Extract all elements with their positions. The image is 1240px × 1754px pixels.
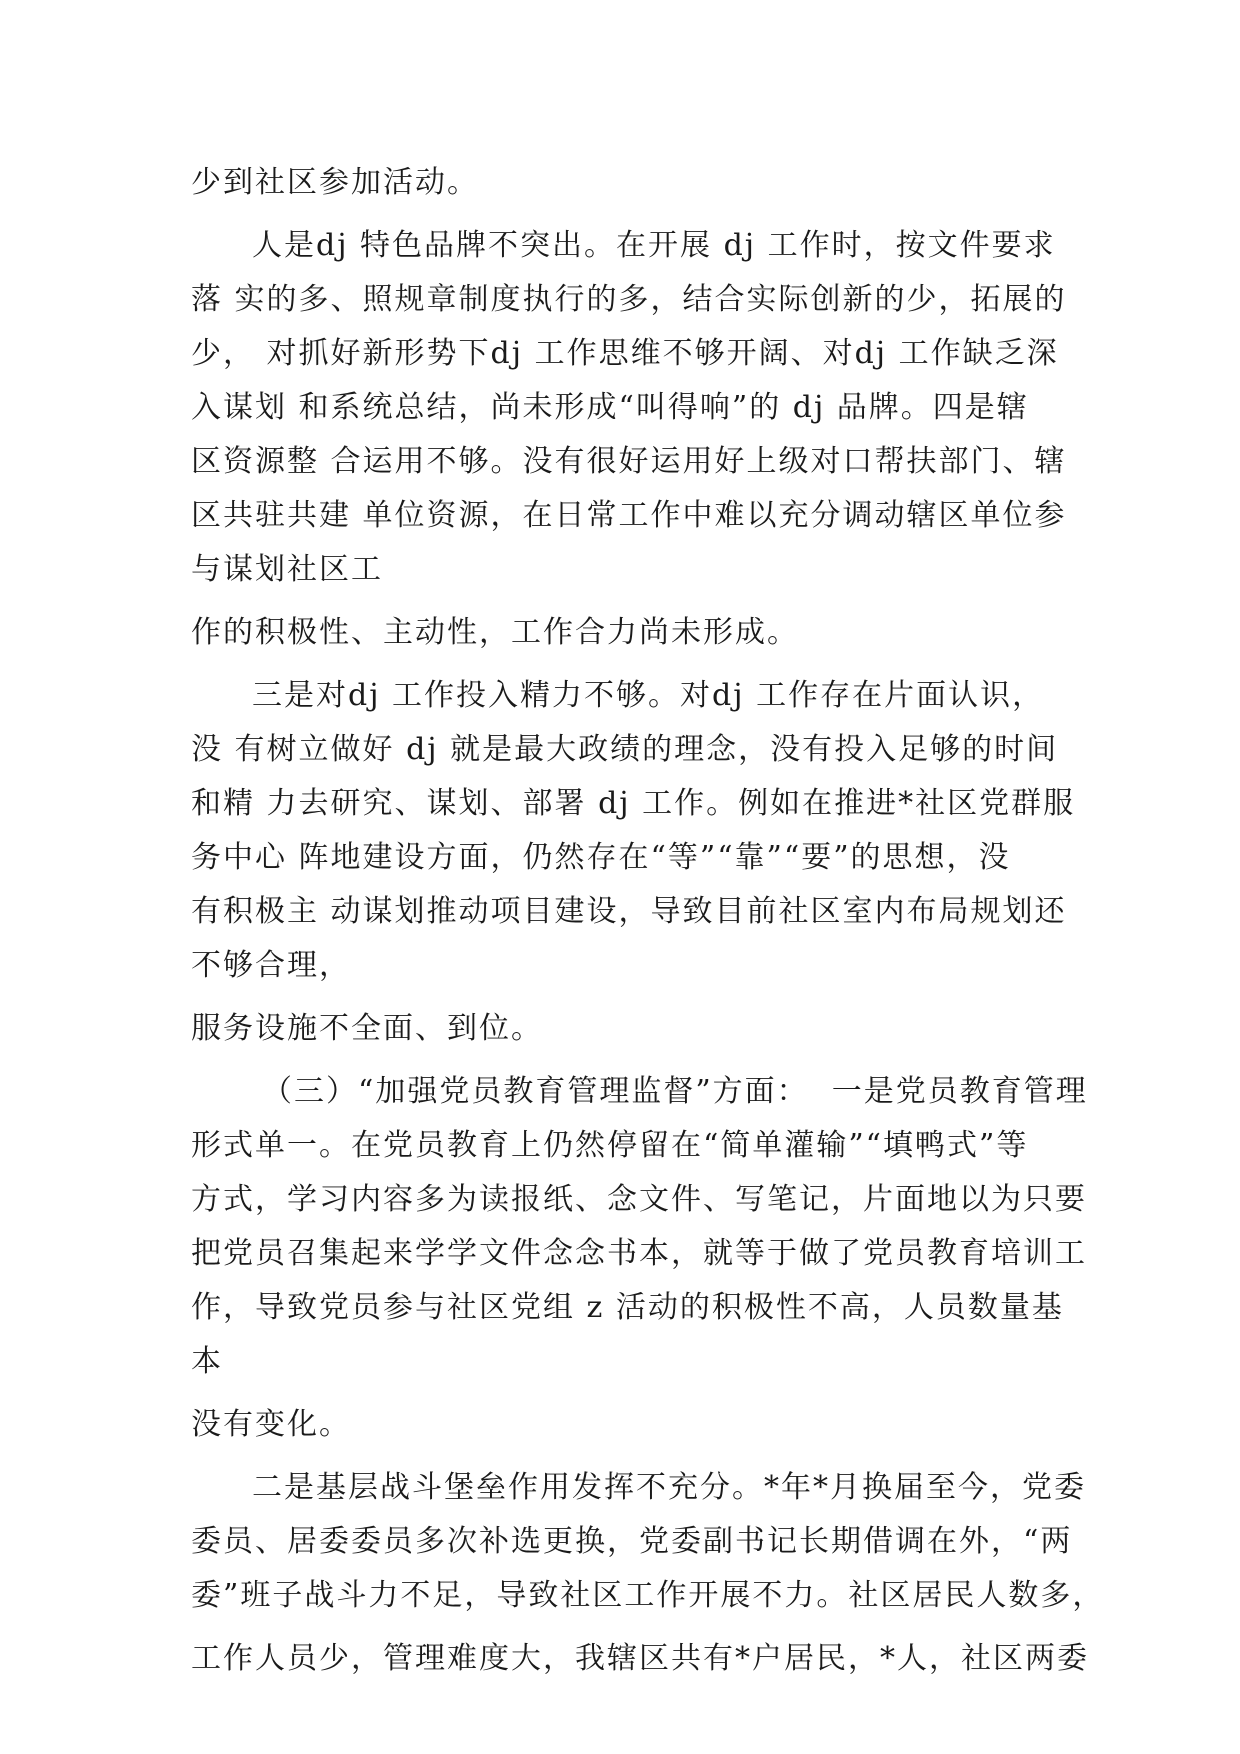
text-line: 入谋划 和系统总结，尚未形成“叫得响”的 dj 品牌。四是辖: [191, 390, 1029, 425]
text-line: 把党员召集起来学学文件念念书本，就等于做了党员教育培训工: [191, 1236, 1087, 1271]
text-line: 服务设施不全面、到位。: [191, 1011, 543, 1046]
text-line: 区共驻共建 单位资源，在日常工作中难以充分调动辖区单位参: [191, 498, 1067, 533]
text-line: 人是dj 特色品牌不突出。在开展 dj 工作时，按文件要求: [252, 228, 1056, 263]
text-line: 形式单一。在党员教育上仍然停留在“简单灌输”“填鸭式”等: [191, 1128, 1029, 1163]
text-line: 少， 对抓好新形势下dj 工作思维不够开阔、对dj 工作缺乏深: [191, 336, 1059, 371]
text-line: 方式，学习内容多为读报纸、念文件、写笔记，片面地以为只要: [191, 1182, 1087, 1217]
text-line: 与谋划社区工: [191, 552, 383, 587]
text-line: 委”班子战斗力不足，导致社区工作开展不力。社区居民人数多，: [191, 1578, 1105, 1613]
text-line: 委员、居委委员多次补选更换，党委副书记长期借调在外，“两: [191, 1524, 1073, 1559]
text-line: 三是对dj 工作投入精力不够。对dj 工作存在片面认识，: [252, 678, 1045, 713]
text-line: 有积极主 动谋划推动项目建设，导致目前社区室内布局规划还: [191, 894, 1067, 929]
text-line: 本: [191, 1344, 223, 1379]
text-line: 不够合理，: [191, 948, 351, 983]
text-line: 工作人员少，管理难度大，我辖区共有*户居民，*人，社区两委: [191, 1641, 1089, 1676]
text-line: 少到社区参加活动。: [191, 165, 479, 200]
section-heading-line: （三）“加强党员教育管理监督”方面： 一是党员教育管理: [262, 1074, 1088, 1109]
text-line: 作，导致党员参与社区党组 z 活动的积极性不高，人员数量基: [191, 1290, 1064, 1325]
text-line: 二是基层战斗堡垒作用发挥不充分。*年*月换届至今，党委: [252, 1470, 1086, 1505]
text-line: 没有变化。: [191, 1407, 351, 1442]
text-line: 落 实的多、照规章制度执行的多，结合实际创新的少，拓展的: [191, 282, 1067, 317]
text-line: 务中心 阵地建设方面，仍然存在“等”“靠”“要”的思想，没: [191, 840, 1011, 875]
text-line: 区资源整 合运用不够。没有很好运用好上级对口帮扶部门、辖: [191, 444, 1067, 479]
text-line: 作的积极性、主动性，工作合力尚未形成。: [191, 615, 799, 650]
text-line: 没 有树立做好 dj 就是最大政绩的理念，没有投入足够的时间: [191, 732, 1059, 767]
text-line: 和精 力去研究、谋划、部署 dj 工作。例如在推进*社区党群服: [191, 786, 1076, 821]
